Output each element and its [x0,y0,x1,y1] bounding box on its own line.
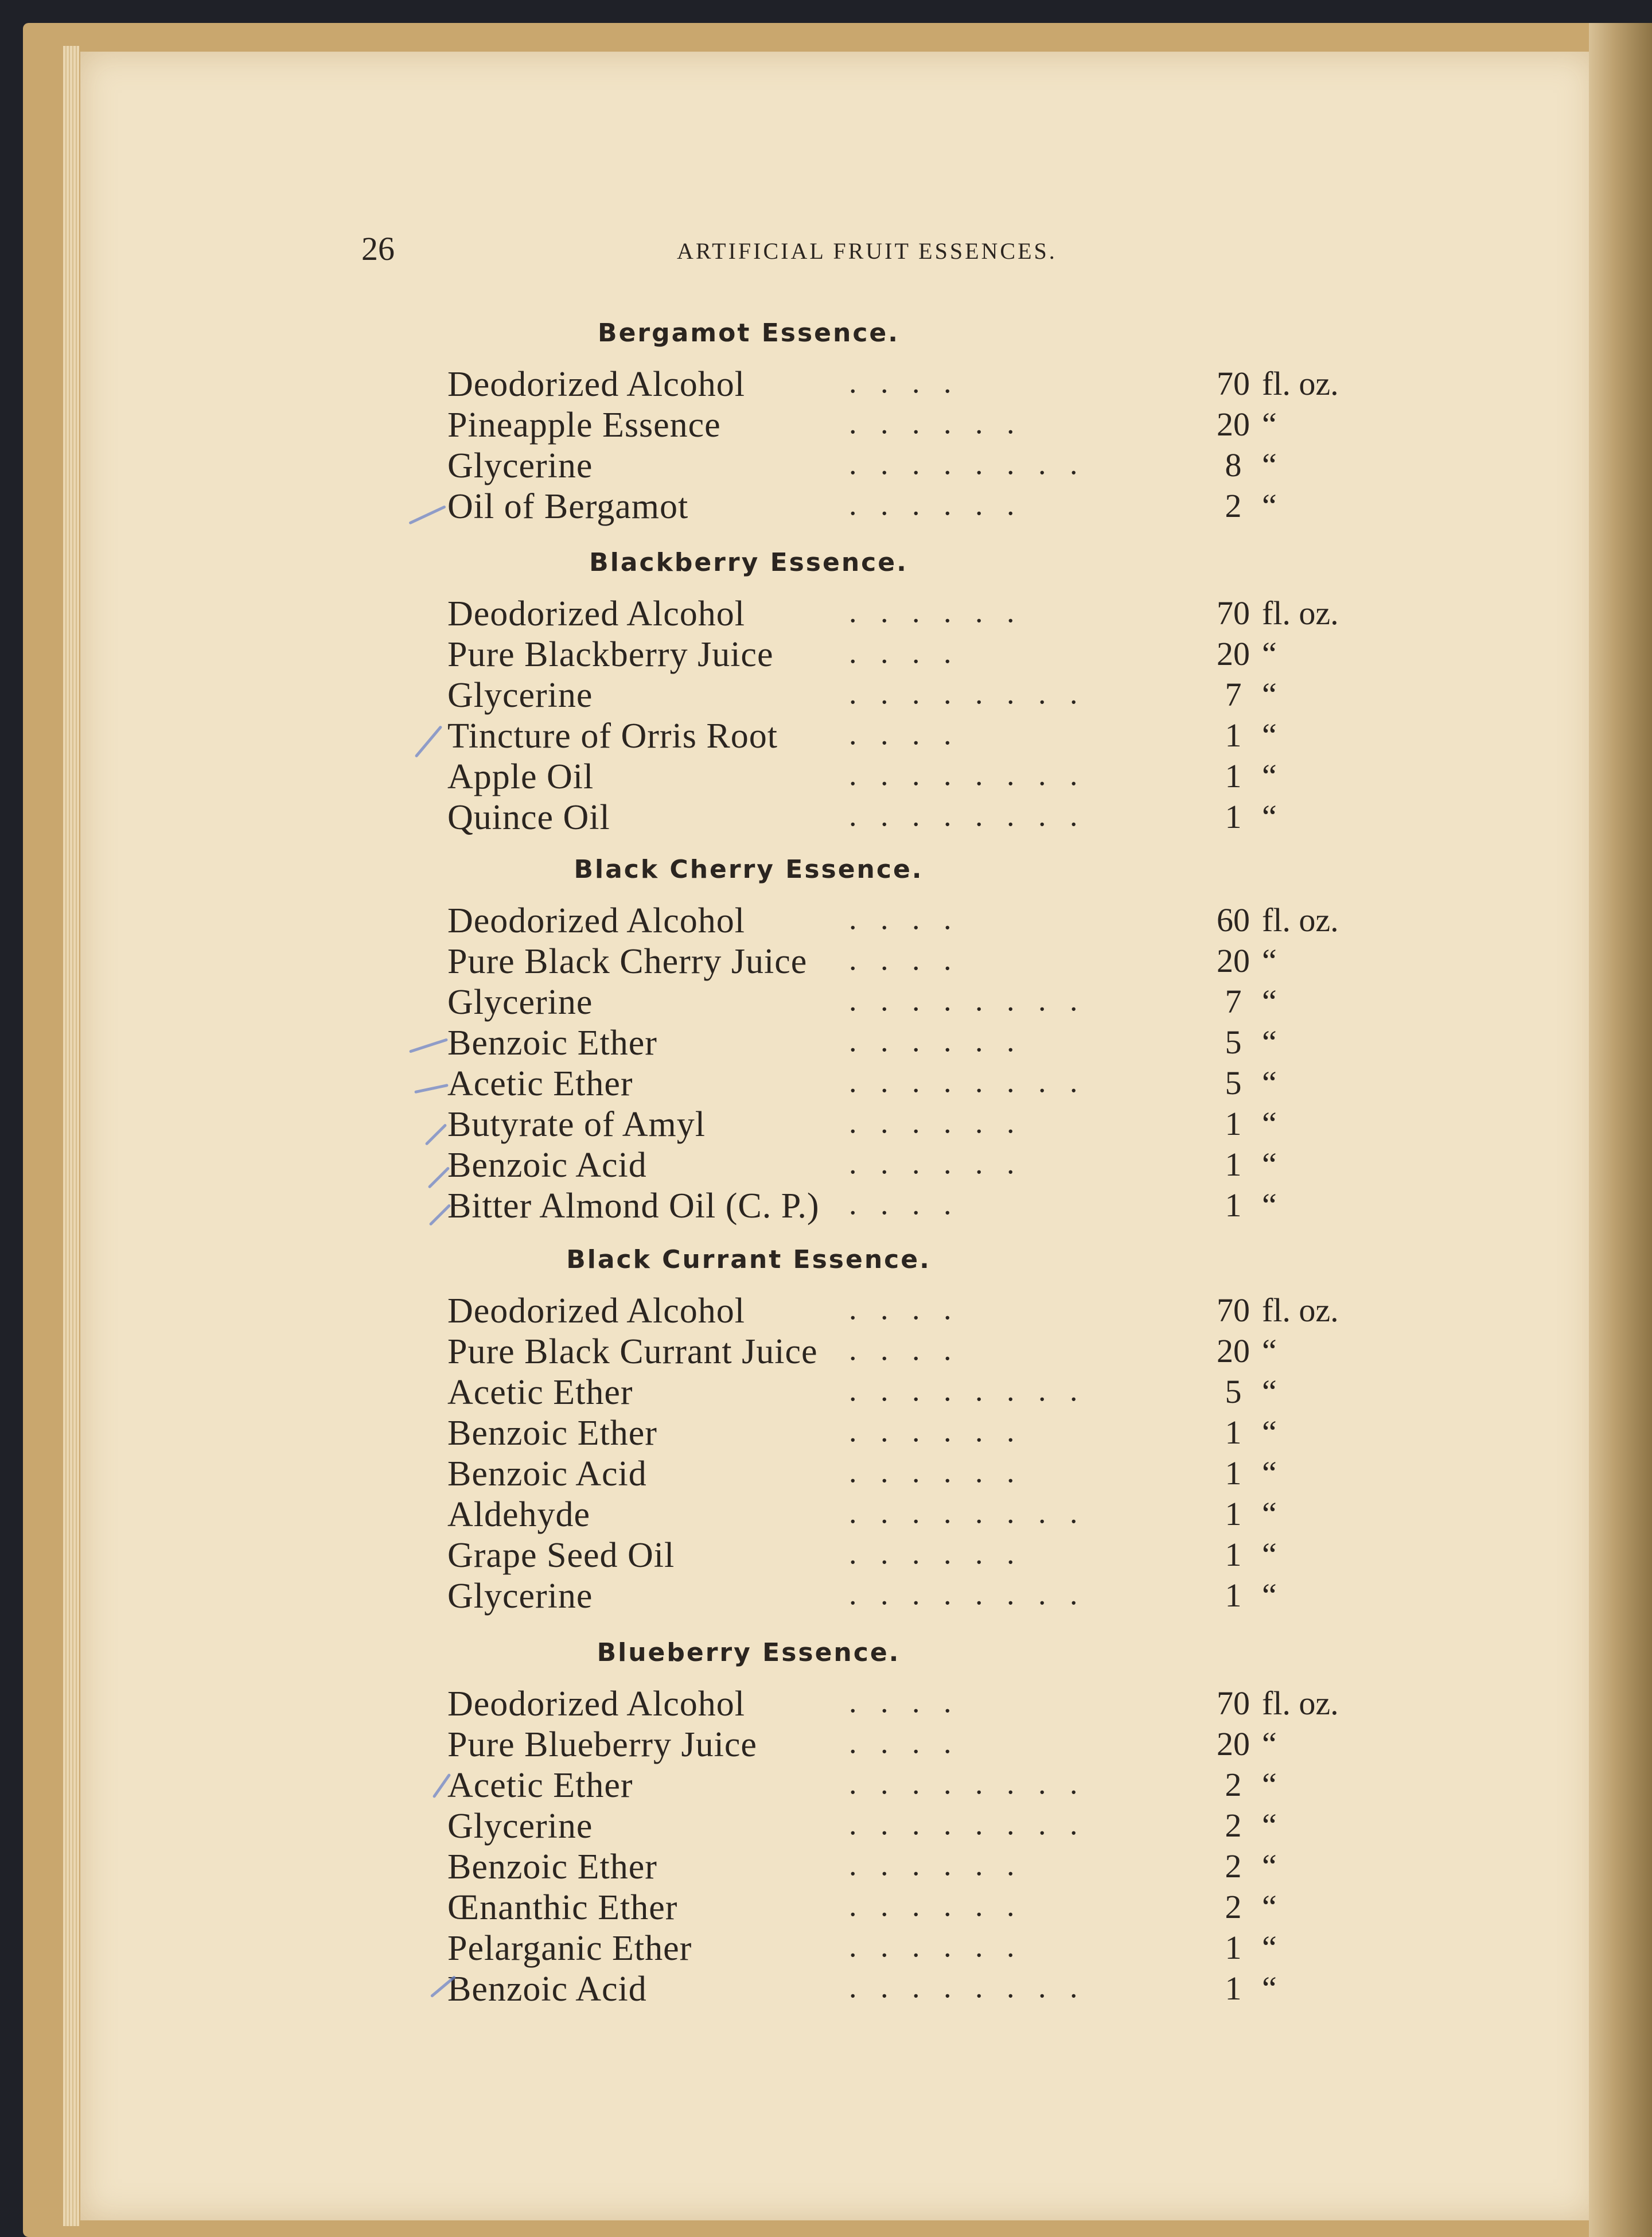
dot-leaders: . . . . . . [849,1105,1023,1139]
quantity: 20 [1217,406,1250,443]
quantity: 7 [1225,676,1242,713]
quantity: 70 [1217,594,1250,632]
dot-leaders: . . . . . . [849,1454,1023,1489]
ingredient-name: Bitter Almond Oil (C. P.) [447,1186,820,1226]
dot-leaders: . . . . . . . . [849,1766,1086,1800]
recipe-title: Bergamot Essence. [598,318,899,348]
dot-leaders: . . . . . . . . [849,1373,1086,1407]
ingredient-name: Glycerine [447,983,593,1022]
ingredient-row [447,757,1365,797]
quantity: 1 [1225,1929,1242,1966]
ingredient-name: Deodorized Alcohol [447,1684,746,1724]
dot-leaders: . . . . . . [849,594,1023,629]
dot-leaders: . . . . [849,717,960,751]
ingredient-name: Aldehyde [447,1495,591,1534]
quantity: 70 [1217,1684,1250,1722]
quantity: 70 [1217,365,1250,402]
ingredient-row [447,1454,1365,1494]
unit: “ [1262,676,1277,713]
quantity: 1 [1225,717,1242,754]
ingredient-row [447,1104,1365,1145]
ingredient-name: Pure Blackberry Juice [447,635,774,674]
ingredient-name: Glycerine [447,1807,593,1846]
unit: “ [1262,1847,1277,1885]
unit: “ [1262,1577,1277,1614]
ingredient-row [447,1372,1365,1413]
ingredient-row [447,797,1365,838]
ingredient-name: Glycerine [447,676,593,715]
page-edges [63,46,79,2226]
quantity: 1 [1225,1146,1242,1183]
dot-leaders: . . . . . . [849,1536,1023,1570]
ingredient-row [447,1888,1365,1928]
dot-leaders: . . . . [849,1725,960,1760]
quantity: 20 [1217,942,1250,979]
quantity: 8 [1225,446,1242,484]
unit: “ [1262,1024,1277,1061]
ingredient-row [447,1495,1365,1535]
recipe-title: Blackberry Essence. [589,548,908,577]
ingredient-name: Benzoic Acid [447,1454,647,1493]
quantity: 1 [1225,1970,1242,2007]
dot-leaders: . . . . [849,1186,960,1221]
ingredient-name: Benzoic Acid [447,1146,647,1185]
recipe-title: Black Currant Essence. [566,1245,931,1274]
unit: “ [1262,1766,1277,1803]
ingredient-row [447,594,1365,634]
ingredient-row [447,1064,1365,1104]
unit: “ [1262,1105,1277,1142]
ingredient-name: Deodorized Alcohol [447,365,746,404]
ingredient-row [447,1765,1365,1806]
quantity: 5 [1225,1373,1242,1410]
ingredient-row [447,901,1365,941]
recipe-title: Blueberry Essence. [597,1638,901,1667]
unit: “ [1262,1807,1277,1844]
ingredient-row [447,1291,1365,1331]
ingredient-name: Glycerine [447,446,593,485]
dot-leaders: . . . . . . [849,487,1023,522]
ingredient-row [447,1145,1365,1185]
unit: “ [1262,1373,1277,1410]
dot-leaders: . . . . . . [849,1888,1023,1923]
ingredient-row [447,1413,1365,1453]
ingredient-row [447,364,1365,404]
ingredient-row [447,446,1365,486]
dot-leaders: . . . . . . . . [849,798,1086,832]
ingredient-name: Pelarganic Ether [447,1929,692,1968]
ingredient-row [447,635,1365,675]
ingredient-row [447,1725,1365,1765]
ingredient-row [447,1684,1365,1724]
quantity: 5 [1225,1024,1242,1061]
unit: fl. oz. [1262,594,1339,632]
ingredient-row [447,1186,1365,1226]
quantity: 60 [1217,901,1250,939]
ingredient-name: Deodorized Alcohol [447,1291,746,1330]
quantity: 2 [1225,1766,1242,1803]
quantity: 5 [1225,1064,1242,1102]
dot-leaders: . . . . . . [849,1146,1023,1180]
quantity: 1 [1225,1577,1242,1614]
ingredient-name: Oil of Bergamot [447,487,689,526]
ingredient-name: Tincture of Orris Root [447,717,778,756]
ingredient-name: Grape Seed Oil [447,1536,675,1575]
unit: “ [1262,446,1277,484]
dot-leaders: . . . . . . . . [849,676,1086,710]
unit: “ [1262,1536,1277,1573]
quantity: 1 [1225,1536,1242,1573]
quantity: 2 [1225,487,1242,524]
ingredient-row [447,1576,1365,1616]
ingredient-row [447,942,1365,982]
ingredient-name: Deodorized Alcohol [447,901,746,940]
dot-leaders: . . . . . . [849,1414,1023,1448]
unit: “ [1262,942,1277,979]
ingredient-name: Pineapple Essence [447,406,721,445]
quantity: 20 [1217,1725,1250,1763]
dot-leaders: . . . . . . . . [849,1970,1086,2004]
unit: “ [1262,1064,1277,1102]
ingredient-name: Apple Oil [447,757,594,796]
unit: “ [1262,717,1277,754]
quantity: 2 [1225,1807,1242,1844]
dot-leaders: . . . . . . . . [849,1495,1086,1530]
unit: “ [1262,983,1277,1020]
dot-leaders: . . . . . . . . [849,1064,1086,1099]
ingredient-name: Deodorized Alcohol [447,594,746,633]
ingredient-name: Quince Oil [447,798,610,837]
dot-leaders: . . . . . . . . [849,1807,1086,1841]
dot-leaders: . . . . . . [849,406,1023,440]
dot-leaders: . . . . [849,1332,960,1367]
ingredient-row [447,982,1365,1022]
dot-leaders: . . . . [849,635,960,670]
quantity: 20 [1217,635,1250,672]
quantity: 70 [1217,1291,1250,1329]
quantity: 1 [1225,1454,1242,1492]
ingredient-row [447,1023,1365,1063]
unit: “ [1262,1888,1277,1925]
ingredient-name: Acetic Ether [447,1766,633,1805]
ingredient-name: Pure Blueberry Juice [447,1725,757,1764]
unit: “ [1262,406,1277,443]
quantity: 20 [1217,1332,1250,1370]
ingredient-row [447,1332,1365,1372]
ingredient-name: Acetic Ether [447,1064,633,1103]
unit: “ [1262,635,1277,672]
unit: “ [1262,757,1277,795]
ingredient-name: Benzoic Ether [447,1847,657,1886]
ingredient-name: Pure Black Currant Juice [447,1332,818,1371]
quantity: 1 [1225,1105,1242,1142]
unit: fl. oz. [1262,1684,1339,1722]
unit: “ [1262,1495,1277,1532]
ingredient-name: Acetic Ether [447,1373,633,1412]
dot-leaders: . . . . . . . . [849,446,1086,481]
quantity: 2 [1225,1888,1242,1925]
unit: “ [1262,1970,1277,2007]
ingredient-name: Benzoic Ether [447,1024,657,1063]
unit: “ [1262,1454,1277,1492]
dot-leaders: . . . . . . [849,1929,1023,1963]
unit: “ [1262,1186,1277,1224]
dot-leaders: . . . . [849,1684,960,1719]
quantity: 1 [1225,798,1242,835]
unit: fl. oz. [1262,365,1339,402]
unit: “ [1262,1146,1277,1183]
unit: fl. oz. [1262,901,1339,939]
unit: fl. oz. [1262,1291,1339,1329]
ingredient-name: Œnanthic Ether [447,1888,678,1927]
ingredient-row [447,1806,1365,1846]
page-header [361,229,1141,275]
ingredient-name: Pure Black Cherry Juice [447,942,808,981]
running-head: ARTIFICIAL FRUIT ESSENCES. [677,238,1057,264]
quantity: 1 [1225,1186,1242,1224]
ingredient-row [447,405,1365,445]
page-number: 26 [361,230,395,267]
dot-leaders: . . . . . . . . [849,757,1086,792]
ingredient-row [447,1928,1365,1968]
ingredient-row [447,487,1365,527]
dot-leaders: . . . . . . [849,1847,1023,1882]
dot-leaders: . . . . [849,1291,960,1326]
ingredient-name: Butyrate of Amyl [447,1105,706,1144]
unit: “ [1262,1929,1277,1966]
unit: “ [1262,1332,1277,1370]
dot-leaders: . . . . [849,365,960,399]
unit: “ [1262,1725,1277,1763]
ingredient-row [447,1969,1365,2009]
ingredient-row [447,1847,1365,1887]
ingredient-row [447,675,1365,715]
ingredient-name: Benzoic Ether [447,1414,657,1453]
dot-leaders: . . . . . . . . [849,983,1086,1017]
unit: “ [1262,798,1277,835]
quantity: 2 [1225,1847,1242,1885]
book-gutter [1589,23,1652,2237]
dot-leaders: . . . . . . [849,1024,1023,1058]
dot-leaders: . . . . [849,942,960,977]
dot-leaders: . . . . [849,901,960,936]
quantity: 1 [1225,1414,1242,1451]
quantity: 1 [1225,757,1242,795]
unit: “ [1262,487,1277,524]
unit: “ [1262,1414,1277,1451]
dot-leaders: . . . . . . . . [849,1577,1086,1611]
quantity: 7 [1225,983,1242,1020]
ingredient-name: Glycerine [447,1577,593,1616]
ingredient-row [447,716,1365,756]
ingredient-name: Benzoic Acid [447,1970,647,2009]
quantity: 1 [1225,1495,1242,1532]
recipe-title: Black Cherry Essence. [574,855,924,884]
ingredient-row [447,1535,1365,1575]
